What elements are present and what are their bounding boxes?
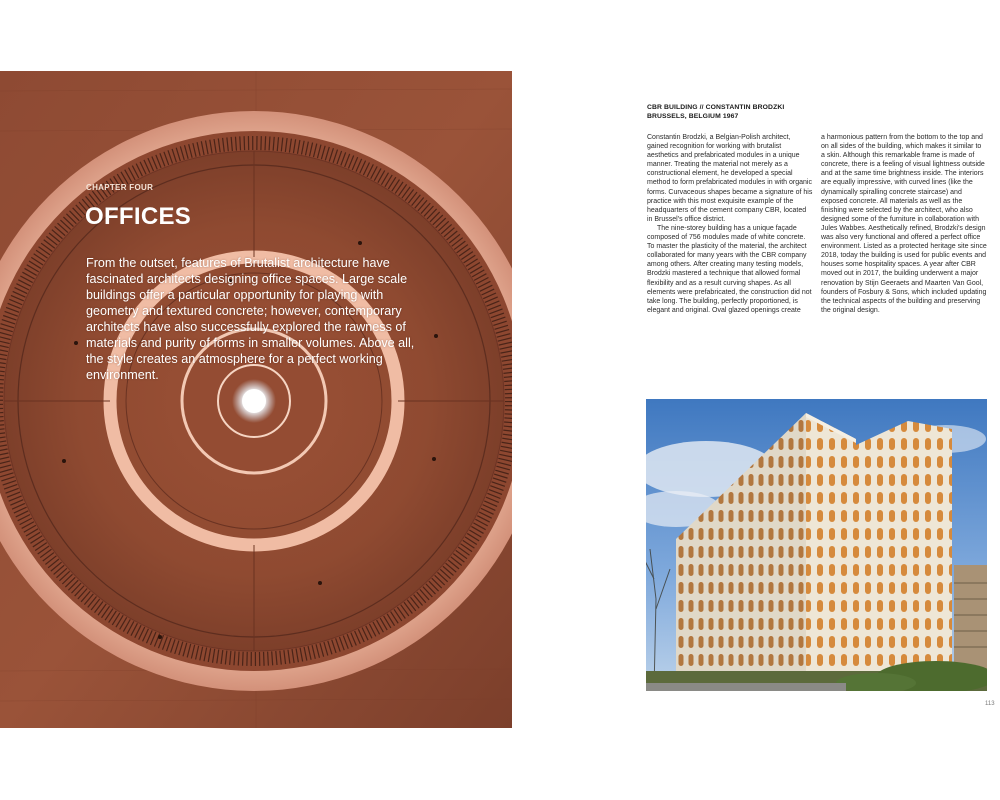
circular-rotunda-photo: [0, 71, 512, 728]
body-paragraph: Constantin Brodzki, a Belgian-Polish architect, gained recognition for working with brutalist aesthetics and prefabricated modules in a unique manner. Treating the material not merely as a constructional element, he developed a special method to form prefabricated modules in with organic forms. Curvaceous shapes became a signature of his practice with this most exquisite example of the headquarters of the cement company CBR, located in Brussel's office district.: [647, 134, 813, 223]
body-paragraph: The nine-storey building has a unique façade composed of 756 modules made of white concrete. To master the plasticity of the material, the architect collaborated for many years with the CBR company among others. After creating many testing models, Brodzki mastered a technique that allowed formal flexibility and as a result curving shapes. As all elements were prefabricated, the construction did not take long. The building, perfectly proportioned, is elegant and original. Oval glazed openings create: [647, 224, 812, 314]
chapter-intro-text: From the outset, features of Brutalist architecture have fascinated architects designing office spaces. Large scale buildings offer a particular opportunity for playing with geometry and textured concrete; however, contemporary architects have also successfully explored the rawness of materials and purity of forms in smaller volumes. Above all, the style creates an atmosphere for a perfect working environment.: [86, 256, 415, 382]
project-location: BRUSSELS, BELGIUM 1967: [647, 113, 739, 120]
project-header: [647, 103, 784, 121]
chapter-label: CHAPTER FOUR: [86, 183, 154, 192]
page-number: 113: [985, 701, 995, 707]
body-column-left: [647, 133, 813, 315]
chapter-title: OFFICES: [85, 203, 192, 230]
body-paragraph: a harmonious pattern from the bottom to the top and on all sides of the building, which makes it similar to a skin. Although this remarkable frame is made of concrete, there is a feeling of visual lightness outside and at the same time brightness inside. The interiors are equally impressive, with curved lines (like the dynamically spiralling concrete staircase) and exposed concrete. All materials as well as the finishing were selected by the architect, who also designed some of the furniture in collaboration with Jules Wabbes. Aesthetically refined, Brodzki's design was also very functional and offered a perfect office environment. Listed as a protected heritage site since 2018, today the building is used for public events and houses some hospitality spaces. A year after CBR moved out in 2017, the building underwent a major renovation by Stijn Geeraets and Maarten Van Gool, founders of Fosbury & Sons, which included updating the technical aspects of the building and preserving the original design.: [821, 134, 987, 314]
left-page: [0, 71, 512, 728]
project-title: CBR BUILDING // CONSTANTIN BRODZKI: [647, 104, 785, 111]
body-column-right: [821, 133, 987, 315]
cbr-building-photo: [646, 399, 987, 691]
